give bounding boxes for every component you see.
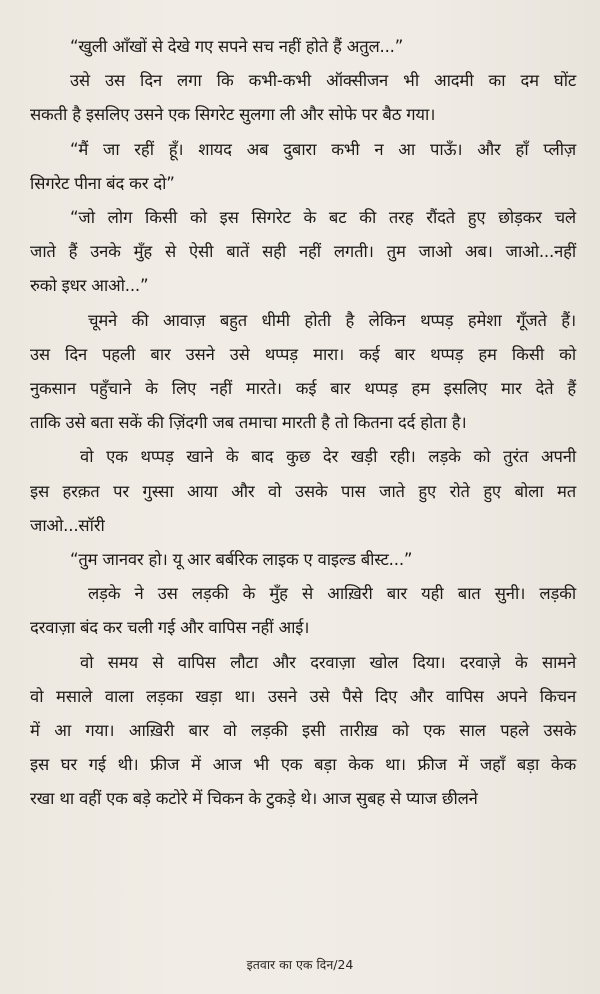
text-line: सकती है इसलिए उसने एक सिगरेट सुलगा ली और सोफे पर बैठ गया।	[30, 105, 436, 125]
paragraph	[30, 646, 576, 817]
text-line: रखा था वहीं एक बड़े कटोरे में चिकन के टुकड़े थे। आज सुबह से प्याज छीलने	[30, 789, 478, 809]
text-line: रुको इधर आओ...”	[30, 276, 149, 296]
paragraph	[30, 30, 576, 64]
paragraph	[30, 304, 576, 441]
paragraph	[30, 577, 576, 645]
text-line: “जो लोग किसी को इस सिगरेट के बट की तरह रौंदते हुए छोड़कर चले	[70, 208, 576, 228]
paragraph	[30, 543, 576, 577]
text-line: दरवाज़ा बंद कर चली गई और वापिस नहीं आई।	[30, 618, 310, 638]
text-line: वो मसाले वाला लड़का खड़ा था। उसने उसे पैसे दिए और वापिस अपने किचन	[30, 686, 576, 706]
text-line: जाओ...सॉरी	[30, 515, 105, 535]
text-line: इस हरक़त पर गुस्सा आया और वो उसके पास जाते हुए रोते हुए बोला मत	[30, 481, 576, 501]
text-line: नुकसान पहुँचाने के लिए नहीं मारते। कई बार थप्पड़ हम इसलिए मार देते हैं	[30, 379, 576, 399]
text-line: उस दिन पहली बार उसने उसे थप्पड़ मारा। कई बार थप्पड़ हम किसी को	[30, 344, 576, 364]
text-line: चूमने की आवाज़ बहुत धीमी होती है लेकिन थप्पड़ हमेशा गूँजते हैं।	[88, 310, 576, 330]
paragraph	[30, 133, 576, 201]
text-line: इस घर गई थी। फ्रीज में आज भी एक बड़ा केक था। फ्रीज में जहाँ बड़ा केक	[30, 755, 576, 775]
page-body-text	[30, 30, 576, 817]
text-line: ताकि उसे बता सकें की ज़िंदगी जब तमाचा मारती है तो कितना दर्द होता है।	[30, 413, 467, 433]
text-line: लड़के ने उस लड़की के मुँह से आख़िरी बार यही बात सुनी। लड़की	[88, 584, 576, 604]
text-line: में आ गया। आख़िरी बार वो लड़की इसी तारीख़ को एक साल पहले उसके	[30, 721, 576, 741]
text-line: जाते हैं उनके मुँह से ऐसी बातें सही नहीं लगती। तुम जाओ अब। जाओ...नहीं	[30, 242, 576, 262]
page-footer: इतवार का एक दिन/24	[246, 957, 354, 972]
text-line: “मैं जा रहीं हूँ। शायद अब दुबारा कभी न आ पाऊँ। और हाँ प्लीज़	[70, 139, 576, 159]
text-line: उसे उस दिन लगा कि कभी-कभी ऑक्सीजन भी आदमी का दम घोंट	[70, 71, 576, 91]
paragraph	[30, 201, 576, 304]
text-line: वो एक थप्पड़ खाने के बाद कुछ देर खड़ी रही। लड़के को तुरंत अपनी	[80, 447, 576, 467]
paragraph	[30, 64, 576, 132]
text-line: “तुम जानवर हो। यू आर बर्बरिक लाइक ए वाइल्ड बीस्ट...”	[70, 550, 413, 570]
paragraph	[30, 440, 576, 543]
text-line: सिगरेट पीना बंद कर दो”	[30, 173, 175, 193]
text-line: “खुली आँखों से देखे गए सपने सच नहीं होते हैं अतुल...”	[70, 37, 404, 56]
text-line: वो समय से वापिस लौटा और दरवाज़ा खोल दिया। दरवाज़े के सामने	[80, 652, 576, 672]
